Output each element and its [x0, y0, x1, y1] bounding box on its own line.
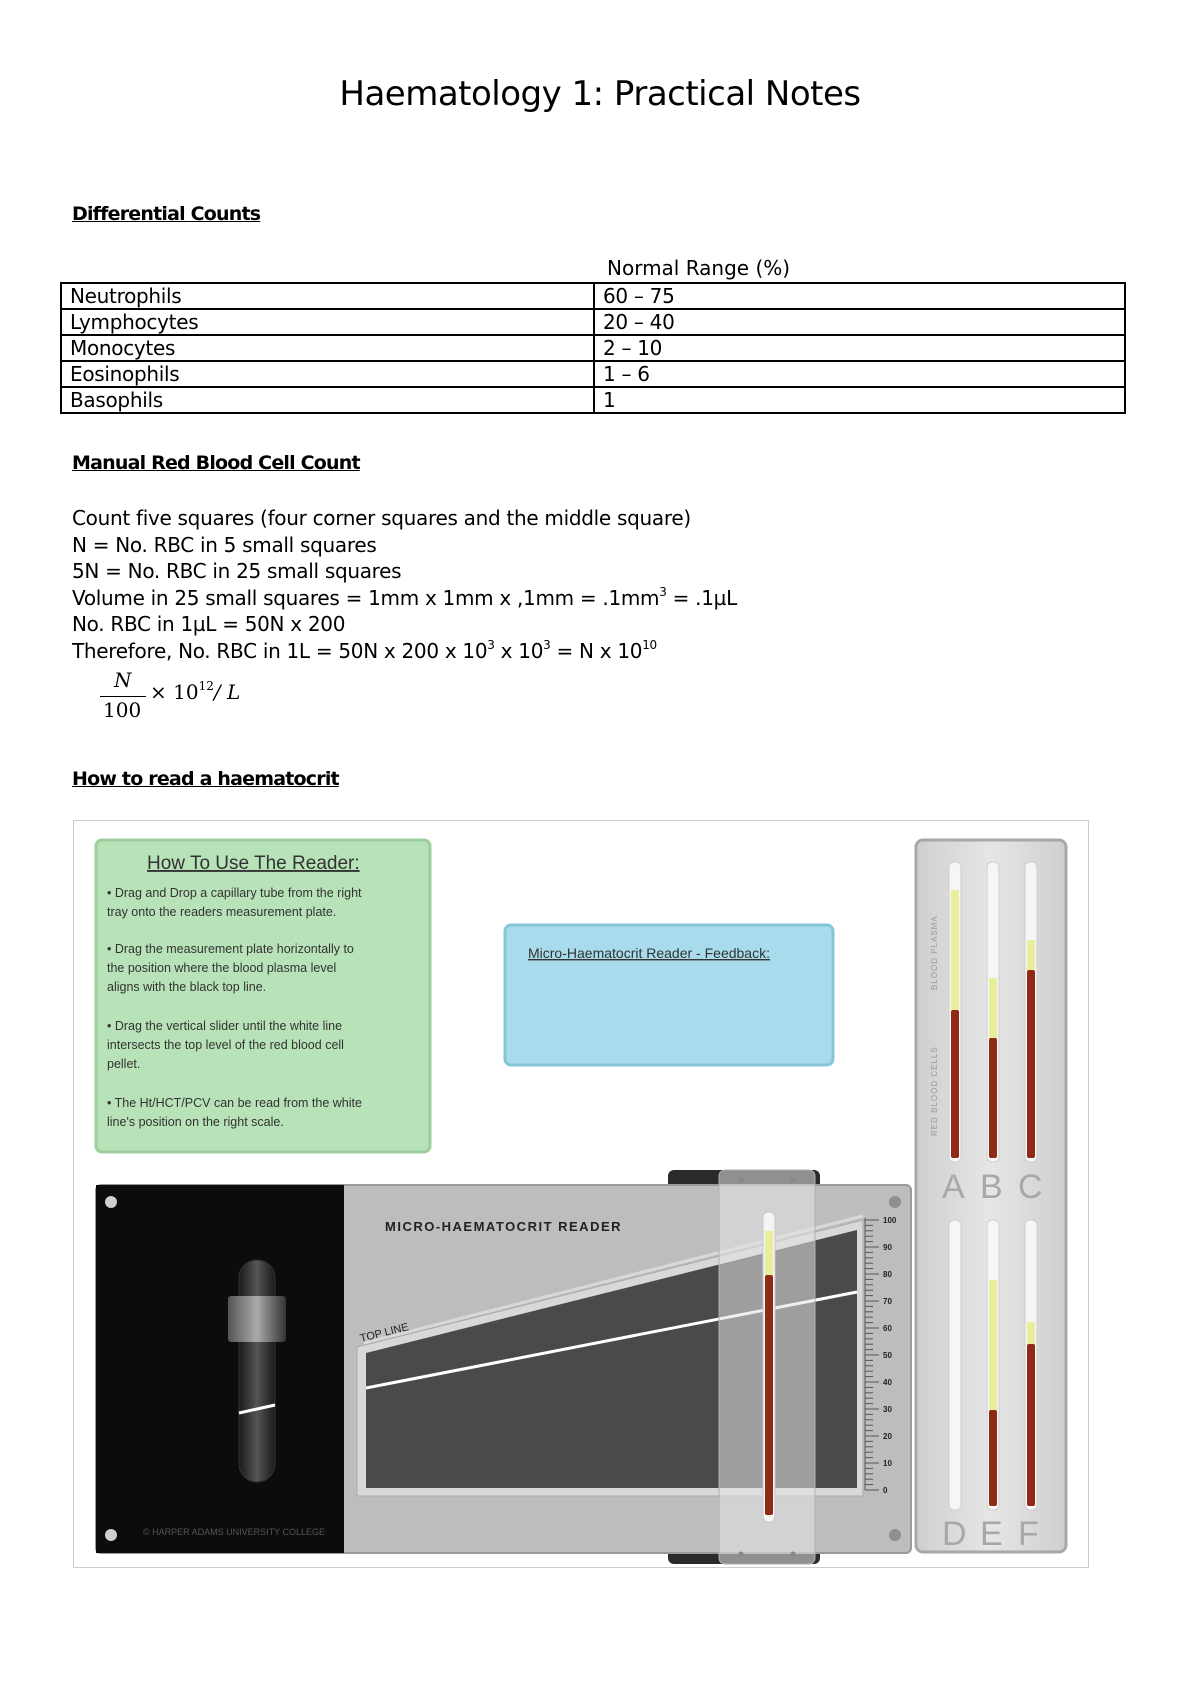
tray-label-cells: RED BLOOD CELLS [930, 1046, 939, 1136]
svg-text:• Drag the measurement plate h: • Drag the measurement plate horizontally to [107, 942, 354, 956]
svg-text:the position where the blood p: the position where the blood plasma level [107, 961, 337, 975]
tube-c[interactable] [1025, 862, 1037, 1162]
tube-label-b: B [980, 1168, 1003, 1206]
tray-label-plasma: BLOOD PLASMA [930, 915, 939, 990]
rbc-line: Volume in 25 small squares = 1mm x 1mm x $,1mm = .1mm^3 = .1\mu L$ [72, 584, 737, 610]
rbc-line: 5N = No. RBC in 25 small squares [72, 559, 402, 583]
haematocrit-reader-figure [73, 820, 1089, 1568]
svg-text:• Drag the vertical slider unt: • Drag the vertical slider until the white line [107, 1019, 343, 1033]
svg-text:90: 90 [883, 1243, 892, 1252]
svg-text:0: 0 [883, 1486, 888, 1495]
tube-label-c: C [1018, 1168, 1043, 1206]
tube-cells [765, 1275, 773, 1515]
svg-text:70: 70 [883, 1297, 892, 1306]
tube-label-d: D [942, 1515, 967, 1553]
screw-icon [889, 1196, 901, 1208]
top-line-label: TOP LINE [358, 1321, 410, 1345]
svg-text:• Drag and Drop a capillary tu: • Drag and Drop a capillary tube from the right [107, 886, 362, 900]
cell-type: Monocytes [61, 335, 594, 361]
cell-range: 1 [594, 387, 1125, 413]
table-row [61, 309, 1125, 335]
tube-label-f: F [1018, 1515, 1039, 1553]
rbc-line: No. RBC in 1µL = 50N x 200 [72, 612, 346, 636]
svg-text:50: 50 [883, 1351, 892, 1360]
screw-icon [889, 1529, 901, 1541]
rbc-heading: Manual Red Blood Cell Count [72, 452, 360, 474]
tube-d[interactable] [949, 1220, 961, 1510]
reader-label: MICRO-HAEMATOCRIT READER [385, 1219, 623, 1234]
svg-text:aligns with the black top line: aligns with the black top line. [107, 980, 267, 994]
tube-f[interactable] [1025, 1220, 1037, 1510]
svg-text:60: 60 [883, 1324, 892, 1333]
instructions-panel [96, 840, 430, 1152]
copyright-text: © HARPER ADAMS UNIVERSITY COLLEGE [143, 1527, 326, 1537]
svg-text:• The Ht/HCT/PCV can be read f: • The Ht/HCT/PCV can be read from the white [107, 1096, 362, 1110]
slider-knob[interactable] [228, 1296, 286, 1342]
tube-a[interactable] [949, 862, 961, 1162]
rbc-line: Count five squares (four corner squares and the middle square) [72, 506, 691, 530]
tube-holder[interactable] [719, 1170, 815, 1564]
cell-range: 20 – 40 [594, 309, 1125, 335]
cell-range: 2 – 10 [594, 335, 1125, 361]
tube-label-a: A [942, 1168, 965, 1206]
table-column-header: Normal Range (%) [607, 256, 791, 280]
table-row [61, 283, 1125, 309]
cell-type: Lymphocytes [61, 309, 594, 335]
svg-text:80: 80 [883, 1270, 892, 1279]
cell-type: Basophils [61, 387, 594, 413]
cell-type: Eosinophils [61, 361, 594, 387]
svg-text:intersects the top level of th: intersects the top level of the red blood cell [107, 1038, 344, 1052]
feedback-panel [505, 925, 833, 1065]
svg-text:line's position on the right s: line's position on the right scale. [107, 1115, 284, 1129]
cell-range: 60 – 75 [594, 283, 1125, 309]
table-row [61, 335, 1125, 361]
table-row [61, 387, 1125, 413]
screw-icon [105, 1529, 117, 1541]
cell-type: Neutrophils [61, 283, 594, 309]
svg-text:10: 10 [883, 1459, 892, 1468]
tube-e[interactable] [987, 1220, 999, 1510]
tube-label-e: E [980, 1515, 1003, 1553]
svg-text:20: 20 [883, 1432, 892, 1441]
cell-range: 1 – 6 [594, 361, 1125, 387]
tube-plasma [765, 1231, 773, 1275]
svg-text:30: 30 [883, 1405, 892, 1414]
instructions-title: How To Use The Reader: [147, 853, 360, 874]
screw-icon [105, 1196, 117, 1208]
tube-b[interactable] [987, 862, 999, 1162]
svg-text:pellet.: pellet. [107, 1057, 141, 1071]
differential-heading: Differential Counts [72, 203, 261, 225]
tube-tray [916, 840, 1066, 1553]
differential-table [60, 282, 1126, 414]
rbc-calculation [72, 505, 737, 664]
haematocrit-reader [96, 1170, 911, 1564]
haematocrit-heading: How to read a haematocrit [72, 768, 339, 790]
svg-text:tray onto the readers measurem: tray onto the readers measurement plate. [107, 905, 337, 919]
rbc-line: N = No. RBC in 5 small squares [72, 532, 377, 557]
feedback-title: Micro-Haematocrit Reader - Feedback: [528, 945, 770, 961]
svg-text:100: 100 [883, 1216, 897, 1225]
page-title: Haematology 1: Practical Notes [339, 74, 861, 114]
table-row [61, 361, 1125, 387]
rbc-line: Therefore, No. RBC in 1L = 50N x 200 x $10^3$ x $10^3 = N$ x $10^{10}$ [72, 637, 657, 663]
svg-text:40: 40 [883, 1378, 892, 1387]
